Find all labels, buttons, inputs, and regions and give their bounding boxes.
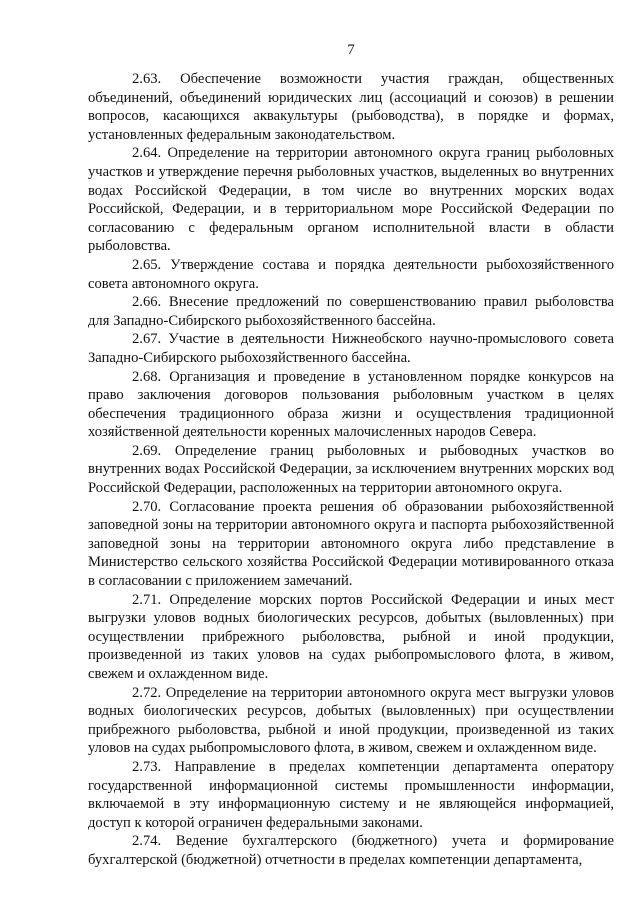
paragraph-2-71: 2.71. Определение морских портов Российской Федерации и иных мест выгрузки уловов водных биологических ресурсов, добытых (выловленных) при осуществлении прибрежного рыболовства, рыбной и иной продукции, произведенной из таких уловов на судах рыбопромыслового флота, в живом, свежем и охлажденном виде. — [88, 591, 614, 682]
paragraph-2-65: 2.65. Утверждение состава и порядка деятельности рыбохозяйственного совета автономного округа. — [88, 256, 614, 292]
paragraph-2-67: 2.67. Участие в деятельности Нижнеобского научно-промыслового совета Западно-Сибирского рыбохозяйственного бассейна. — [88, 331, 614, 366]
paragraph-2-63: 2.63. Обеспечение возможности участия граждан, общественных объединений, объединений юридических лиц (ассоциаций и союзов) в решении вопросов, касающихся аквакультуры (рыбоводства), в порядке и формах, установленных федеральным законодательством. — [88, 71, 614, 143]
paragraph-2-72: 2.72. Определение на территории автономного округа мест выгрузки уловов водных биологических ресурсов, добытых (выловленных) при осуществлении прибрежного рыболовства, рыбной и иной продукции, произведенной из таких уловов на судах рыбопромыслового флота, в живом, свежем и охлажденном виде. — [88, 684, 614, 757]
page-number: 7 — [347, 42, 355, 58]
paragraph-2-64: 2.64. Определение на территории автономного округа границ рыболовных участков и утверждение перечня рыболовных участков, выделенных во внутренних водах Российской Федерации, в том числе во внутренних морских водах Российской, Федерации, и в территориальном море Российской Федерации по согласованию с федеральным органом исполнительной власти в области рыболовства. — [88, 145, 614, 255]
paragraph-2-68: 2.68. Организация и проведение в установленном порядке конкурсов на право заключения договоров пользования рыболовным участком в целях обеспечения традиционного образа жизни и осуществления традиционной хозяйственной деятельности коренных малочисленных народов Севера. — [88, 368, 614, 441]
paragraph-2-69: 2.69. Определение границ рыболовных и рыбоводных участков во внутренних водах Российской Федерации, за исключением внутренних морских вод Российской Федерации, расположенных на территории автономного округа. — [88, 442, 614, 497]
paragraph-2-66: 2.66. Внесение предложений по совершенствованию правил рыболовства для Западно-Сибирского рыбохозяйственного бассейна. — [88, 294, 614, 329]
paragraph-2-74: 2.74. Ведение бухгалтерского (бюджетного) учета и формирование бухгалтерской (бюджетной) отчетности в пределах компетенции департамента, — [88, 833, 614, 868]
paragraph-2-70: 2.70. Согласование проекта решения об образовании рыбохозяйственной заповедной зоны на территории автономного округа и паспорта рыбохозяйственной заповедной зоны на территории автономного округа либо представление в Министерство сельского хозяйства Российской Федерации мотивированного отказа в согласовании с приложением замечаний. — [88, 498, 614, 590]
paragraph-2-73: 2.73. Направление в пределах компетенции департамента оператору государственной информационной системы промышленности информации, включаемой в эту информационную систему и не являющейся информацией, доступ к которой ограничен федеральными законами. — [88, 758, 614, 831]
